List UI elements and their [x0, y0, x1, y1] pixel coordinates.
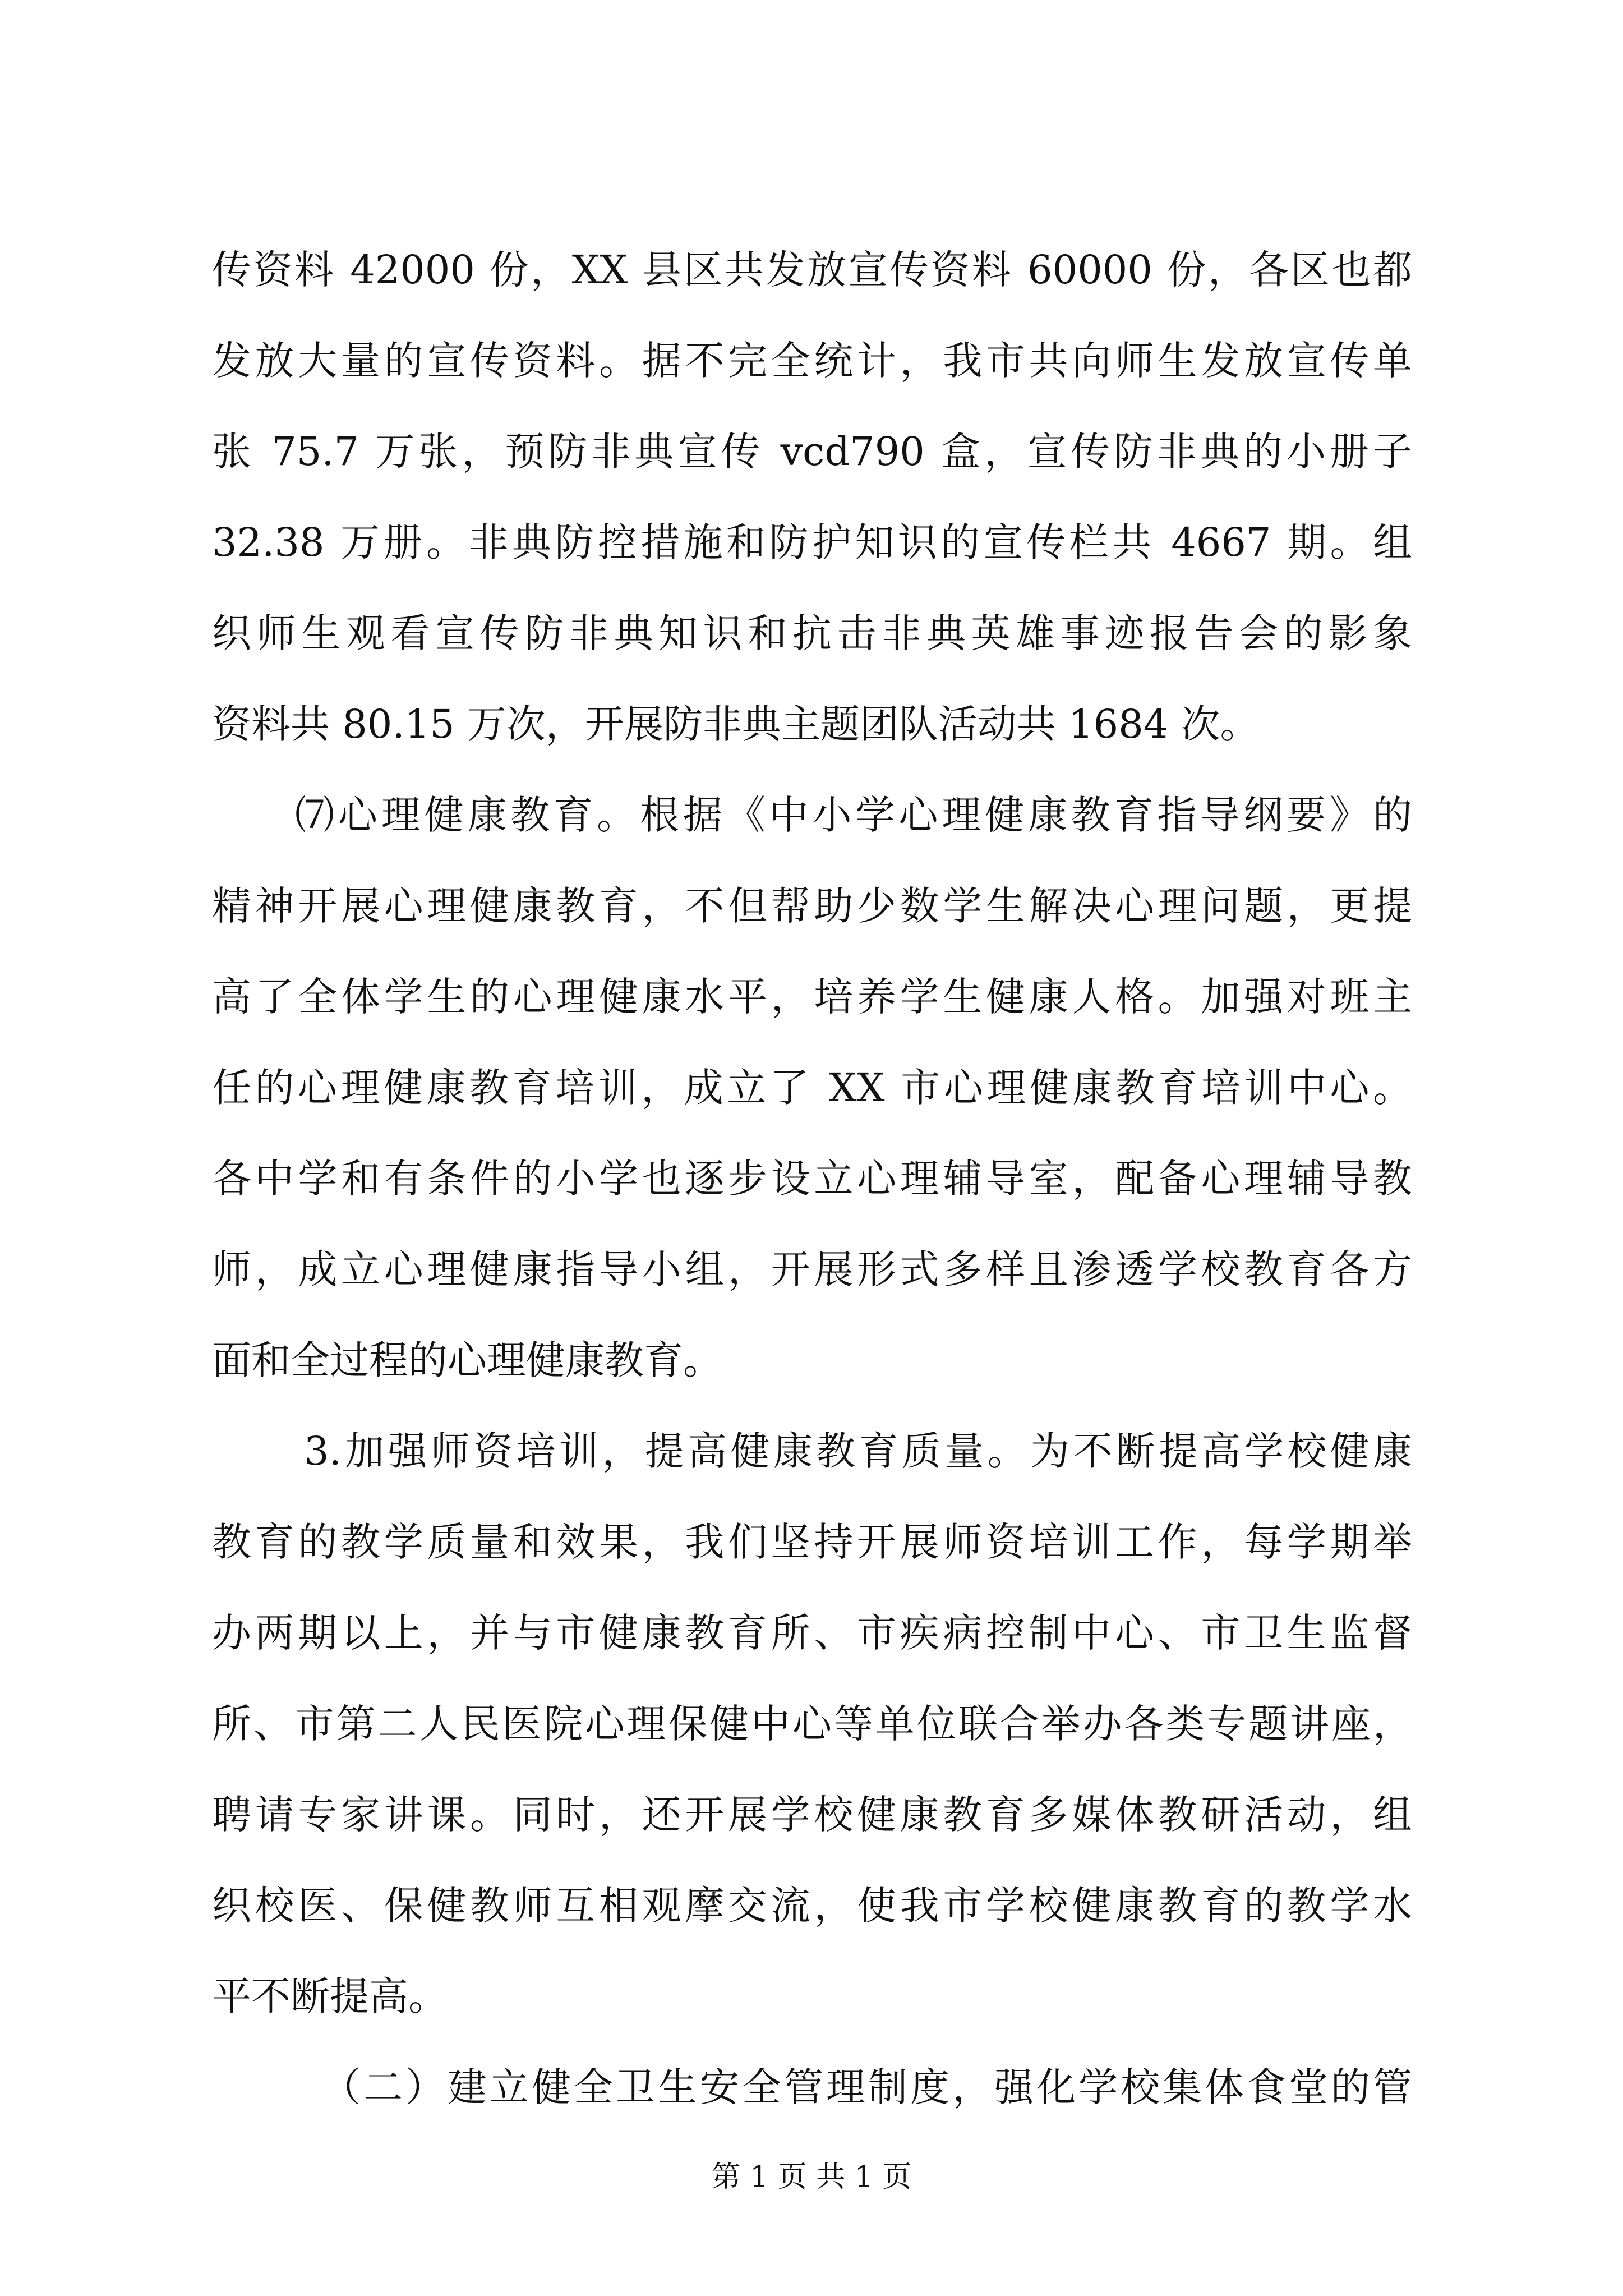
text-line: 平不断提高。: [212, 1973, 448, 2019]
text-line: ⑺心理健康教育。根据《中小学心理健康教育指导纲要》的: [295, 792, 1412, 838]
text-line: （二）建立健全卫生安全管理制度，强化学校集体食堂的管: [321, 2064, 1412, 2110]
text-line: 所、市第二人民医院心理保健中心等单位联合举办各类专题讲座，: [212, 1701, 1412, 1747]
text-line: 精神开展心理健康教育，不但帮助少数学生解决心理问题，更提: [212, 883, 1412, 929]
text-line: 张 75.7 万张，预防非典宣传 vcd790 盒，宣传防非典的小册子: [212, 429, 1412, 475]
text-line: 教育的教学质量和效果，我们坚持开展师资培训工作，每学期举: [212, 1519, 1412, 1565]
text-line: 各中学和有条件的小学也逐步设立心理辅导室，配备心理辅导教: [212, 1156, 1412, 1202]
text-line: 聘请专家讲课。同时，还开展学校健康教育多媒体教研活动，组: [212, 1792, 1412, 1838]
text-line: 织校医、保健教师互相观摩交流，使我市学校健康教育的教学水: [212, 1883, 1412, 1929]
text-line: 3.加强师资培训，提高健康教育质量。为不断提高学校健康: [304, 1428, 1412, 1474]
text-line: 织师生观看宣传防非典知识和抗击非典英雄事迹报告会的影象: [212, 610, 1412, 656]
text-line: 面和全过程的心理健康教育。: [212, 1337, 722, 1383]
text-line: 传资料 42000 份，XX 县区共发放宣传资料 60000 份，各区也都: [212, 247, 1412, 293]
text-line: 办两期以上，并与市健康教育所、市疾病控制中心、市卫生监督: [212, 1610, 1412, 1656]
text-line: 32.38 万册。非典防控措施和防护知识的宣传栏共 4667 期。组: [212, 519, 1412, 565]
document-body: [212, 224, 1412, 2133]
text-line: 师，成立心理健康指导小组，开展形式多样且渗透学校教育各方: [212, 1246, 1412, 1292]
page-footer: 第 1 页 共 1 页: [711, 2160, 912, 2194]
text-line: 发放大量的宣传资料。据不完全统计，我市共向师生发放宣传单: [212, 338, 1412, 384]
text-line: 高了全体学生的心理健康水平，培养学生健康人格。加强对班主: [212, 974, 1412, 1020]
text-line: 任的心理健康教育培训，成立了 XX 市心理健康教育培训中心。: [212, 1065, 1412, 1111]
text-line: 资料共 80.15 万次，开展防非典主题团队活动共 1684 次。: [212, 701, 1260, 747]
